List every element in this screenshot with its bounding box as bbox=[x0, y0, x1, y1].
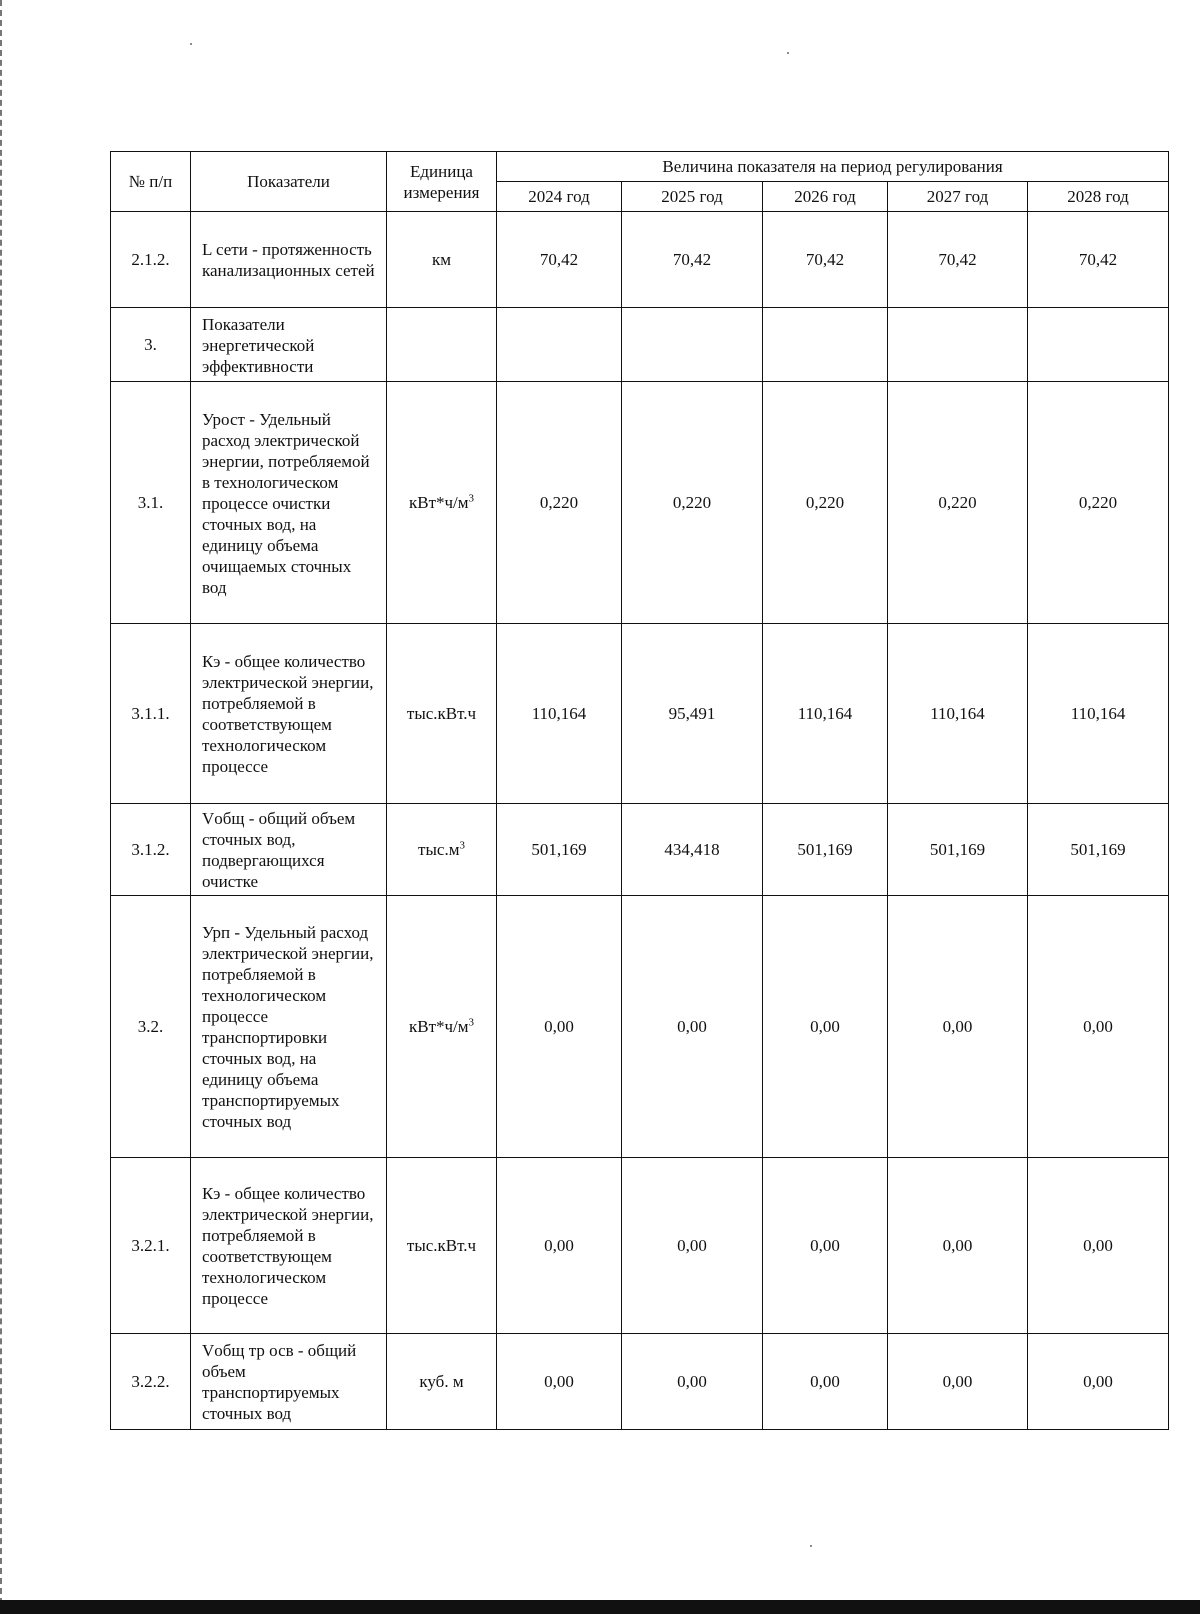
scan-speck bbox=[190, 43, 192, 45]
row-value: 0,220 bbox=[497, 382, 622, 624]
row-indicator-name: Урост - Удельный расход электрической энергии, потребляемой в технологическом процессе очистки сточных вод, на единицу объема очищаемых сточных вод bbox=[191, 382, 387, 624]
header-year: 2027 год bbox=[888, 182, 1028, 212]
row-value: 0,00 bbox=[888, 1334, 1028, 1430]
row-value: 70,42 bbox=[497, 212, 622, 308]
row-value bbox=[1028, 308, 1169, 382]
row-value: 110,164 bbox=[888, 624, 1028, 804]
row-value: 501,169 bbox=[1028, 804, 1169, 896]
row-value: 70,42 bbox=[888, 212, 1028, 308]
header-unit: Единица измерения bbox=[387, 152, 497, 212]
row-value: 0,00 bbox=[622, 1334, 763, 1430]
unit-text: кВт*ч/м bbox=[408, 1017, 469, 1036]
row-value: 0,00 bbox=[763, 896, 888, 1158]
row-value: 0,00 bbox=[622, 1158, 763, 1334]
row-value: 0,00 bbox=[497, 1334, 622, 1430]
row-value: 110,164 bbox=[497, 624, 622, 804]
row-value: 0,00 bbox=[763, 1334, 888, 1430]
row-number: 3.1. bbox=[111, 382, 191, 624]
table-row bbox=[111, 308, 1169, 382]
scan-speck bbox=[787, 52, 789, 54]
row-value: 70,42 bbox=[622, 212, 763, 308]
row-indicator-name: Урп - Удельный расход электрической энергии, потребляемой в технологическом процессе транспортировки сточных вод, на единицу объема транспортируемых сточных вод bbox=[191, 896, 387, 1158]
indicators-table bbox=[110, 151, 1169, 1430]
row-unit bbox=[387, 212, 497, 308]
row-value: 110,164 bbox=[763, 624, 888, 804]
row-indicator-name: Кэ - общее количество электрической энергии, потребляемой в соответствующем технологическом процессе bbox=[191, 1158, 387, 1334]
row-number: 2.1.2. bbox=[111, 212, 191, 308]
row-unit bbox=[387, 1334, 497, 1430]
unit-text: тыс.кВт.ч bbox=[406, 1236, 477, 1255]
row-number: 3.2.1. bbox=[111, 1158, 191, 1334]
row-value: 70,42 bbox=[763, 212, 888, 308]
row-value: 0,00 bbox=[1028, 1334, 1169, 1430]
row-unit bbox=[387, 1158, 497, 1334]
row-value: 0,00 bbox=[888, 896, 1028, 1158]
row-value bbox=[497, 308, 622, 382]
row-value: 501,169 bbox=[497, 804, 622, 896]
table-row bbox=[111, 804, 1169, 896]
row-unit bbox=[387, 896, 497, 1158]
table-row bbox=[111, 896, 1169, 1158]
header-indicator: Показатели bbox=[191, 152, 387, 212]
table-body bbox=[111, 212, 1169, 1430]
header-period-group: Величина показателя на период регулирования bbox=[497, 152, 1169, 182]
row-number: 3.2. bbox=[111, 896, 191, 1158]
row-number: 3. bbox=[111, 308, 191, 382]
header-year: 2024 год bbox=[497, 182, 622, 212]
row-unit bbox=[387, 308, 497, 382]
row-unit bbox=[387, 624, 497, 804]
unit-superscript: 3 bbox=[468, 1016, 475, 1029]
header-year: 2028 год bbox=[1028, 182, 1169, 212]
unit-superscript: 3 bbox=[459, 839, 465, 852]
scan-edge-marks bbox=[0, 0, 5, 1614]
row-value: 0,00 bbox=[497, 896, 622, 1158]
table-row bbox=[111, 1334, 1169, 1430]
row-value: 0,220 bbox=[763, 382, 888, 624]
row-value: 501,169 bbox=[888, 804, 1028, 896]
row-value: 0,00 bbox=[622, 896, 763, 1158]
row-number: 3.1.2. bbox=[111, 804, 191, 896]
row-number: 3.2.2. bbox=[111, 1334, 191, 1430]
table-row bbox=[111, 212, 1169, 308]
row-indicator-name: Vобщ - общий объем сточных вод, подвергающихся очистке bbox=[191, 804, 387, 896]
row-value: 95,491 bbox=[622, 624, 763, 804]
unit-text: тыс.м bbox=[418, 840, 460, 859]
table-header bbox=[111, 152, 1169, 212]
row-value: 70,42 bbox=[1028, 212, 1169, 308]
scan-bottom-band bbox=[0, 1600, 1200, 1614]
row-indicator-name: L сети - протяженность канализационных сетей bbox=[191, 212, 387, 308]
row-value: 0,00 bbox=[1028, 1158, 1169, 1334]
scan-speck bbox=[810, 1545, 812, 1547]
unit-text: куб. м bbox=[419, 1372, 464, 1391]
table-row bbox=[111, 382, 1169, 624]
row-value: 110,164 bbox=[1028, 624, 1169, 804]
row-value: 0,00 bbox=[888, 1158, 1028, 1334]
header-number: № п/п bbox=[111, 152, 191, 212]
row-unit bbox=[387, 804, 497, 896]
row-value: 0,220 bbox=[888, 382, 1028, 624]
unit-text: км bbox=[431, 250, 452, 269]
header-year: 2026 год bbox=[763, 182, 888, 212]
row-value: 434,418 bbox=[622, 804, 763, 896]
row-value: 0,220 bbox=[622, 382, 763, 624]
row-value: 0,220 bbox=[1028, 382, 1169, 624]
unit-text: тыс.кВт.ч bbox=[406, 704, 477, 723]
unit-text: кВт*ч/м bbox=[408, 493, 469, 512]
row-indicator-name: Показатели энергетической эффективности bbox=[191, 308, 387, 382]
unit-superscript: 3 bbox=[468, 492, 475, 505]
table-row bbox=[111, 1158, 1169, 1334]
header-year: 2025 год bbox=[622, 182, 763, 212]
row-value bbox=[888, 308, 1028, 382]
row-value bbox=[622, 308, 763, 382]
row-indicator-name: Vобщ тр осв - общий объем транспортируемых сточных вод bbox=[191, 1334, 387, 1430]
row-number: 3.1.1. bbox=[111, 624, 191, 804]
row-unit bbox=[387, 382, 497, 624]
row-value: 0,00 bbox=[763, 1158, 888, 1334]
row-value: 0,00 bbox=[1028, 896, 1169, 1158]
row-indicator-name: Кэ - общее количество электрической энергии, потребляемой в соответствующем технологическом процессе bbox=[191, 624, 387, 804]
row-value: 0,00 bbox=[497, 1158, 622, 1334]
row-value: 501,169 bbox=[763, 804, 888, 896]
row-value bbox=[763, 308, 888, 382]
table-row bbox=[111, 624, 1169, 804]
